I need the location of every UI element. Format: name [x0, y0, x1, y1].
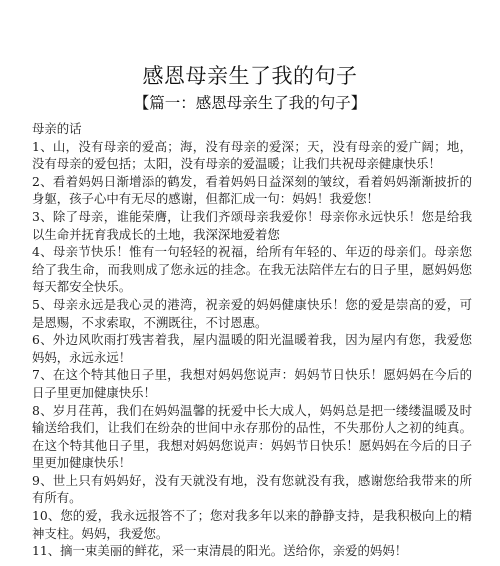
list-item: 6、外边风吹雨打残害着我，屋内温暖的阳光温暖着我，因为屋内有您，我爱您妈妈，永远永远！ [32, 332, 472, 365]
list-item: 1、山，没有母亲的爱高；海，没有母亲的爱深；天，没有母亲的爱广阔；地，没有母亲的爱包括；太阳，没有母亲的爱温暖；让我们共祝母亲健康快乐！ [32, 138, 472, 172]
section-heading: 母亲的话 [32, 121, 82, 136]
list-item: 3、除了母亲，谁能荣膺，让我们齐颂母亲我爱你！母亲你永远快乐！您是给我以生命并抚育我成长的土地，我深深地爱着您 [32, 208, 472, 242]
document-title: 感恩母亲生了我的句子 [142, 64, 358, 88]
document-body [32, 120, 472, 560]
list-item: 8、岁月荏苒，我们在妈妈温馨的抚爱中长大成人，妈妈总是把一缕缕温暖及时输送给我们，让我们在纷杂的世间中永存那份的品性，不失那份人之初的纯真。在这个特其他日子里，我想对妈妈您说声：妈妈节日快乐！愿妈妈在今后的日子里更加健康快乐！ [32, 402, 472, 471]
list-item: 11、摘一束美丽的鲜花，采一束清晨的阳光。送给你，亲爱的妈妈！ [32, 543, 408, 559]
list-item: 9、世上只有妈妈好，没有天就没有地，没有您就没有我，感谢您给我带来的所有所有。 [32, 472, 472, 506]
document-subtitle: 【篇一：感恩母亲生了我的句子】 [133, 94, 367, 112]
list-item: 7、在这个特其他日子里，我想对妈妈您说声：妈妈节日快乐！愿妈妈在今后的日子里更加健康快乐！ [32, 367, 472, 400]
list-item: 4、母亲节快乐！惟有一句轻轻的祝福，给所有年轻的、年迈的母亲们。母亲您给了我生命，而我则成了您永远的挂念。在我无法陪伴左右的日子里，愿妈妈您每天都安全快乐。 [32, 244, 472, 295]
list-item: 2、看着妈妈日渐增添的鹤发，看着妈妈日益深刻的皱纹，看着妈妈渐渐披折的身躯，孩子心中有无尽的感谢，但都汇成一句：妈妈！我爱您！ [32, 173, 472, 207]
list-item: 10、您的爱，我永远报答不了；您对我多年以来的静静支持，是我积极向上的精神支柱。妈妈，我爱您。 [32, 508, 472, 541]
list-item: 5、母亲永远是我心灵的港湾，祝亲爱的妈妈健康快乐！您的爱是崇高的爱，可是恩赐，不求索取，不溯既往，不讨恩惠。 [32, 296, 472, 330]
